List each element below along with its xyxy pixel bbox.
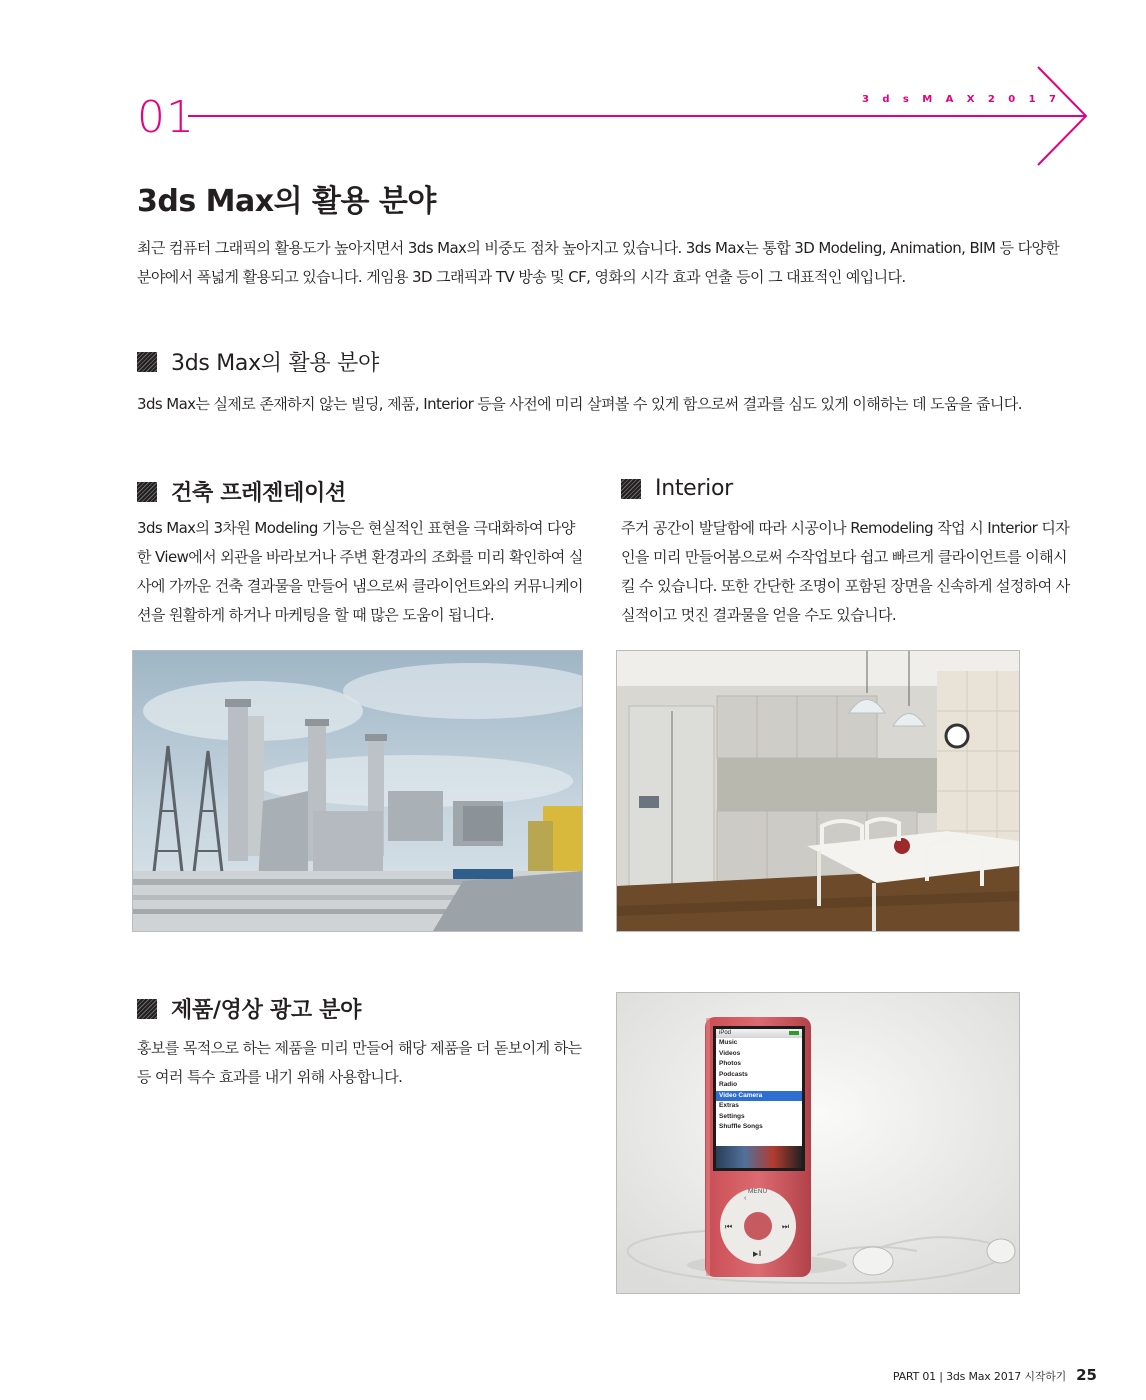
page-title: 3ds Max의 활용 분야	[137, 184, 436, 219]
section-product-body: 홍보를 목적으로 하는 제품을 미리 만들어 해당 제품을 더 돋보이게 하는 등 여러 특수 효과를 내기 위해 사용합니다.	[137, 1039, 582, 1086]
ipod-menu-item: Radio	[719, 1081, 738, 1088]
section-square-icon	[137, 352, 157, 372]
ipod-screen	[716, 1029, 802, 1168]
footer-text: PART 01 | 3ds Max 2017 시작하기	[892, 1370, 1067, 1383]
section-square-icon	[621, 479, 641, 499]
ipod-menu-item: Shuffle Songs	[719, 1123, 763, 1130]
ipod-menu-item: Photos	[719, 1060, 742, 1067]
ipod-video-thumbnails	[716, 1146, 802, 1168]
section-arch-body: 3ds Max의 3차원 Modeling 기능은 현실적인 표현을 극대화하여 다양한 View에서 외관을 바라보거나 주변 환경과의 조화를 미리 확인하여 실사에 가까운 건축 결과물을 만들어 냄으로써 클라이언트와의 커뮤니케이션을 원활하게 하거나 마케팅을 할 때 많은 도움이 됩니다.	[137, 519, 583, 624]
section-arch-title: 건축 프레젠테이션	[171, 481, 346, 506]
ipod-menu-item: Video Camera	[716, 1091, 802, 1102]
section-main-body: 3ds Max는 실제로 존재하지 않는 빌딩, 제품, Interior 등을 사전에 미리 살펴볼 수 있게 함으로써 결과를 심도 있게 이해하는 데 도움을 줍니다.	[137, 395, 1022, 413]
section-interior-title: Interior	[655, 476, 733, 501]
battery-icon	[789, 1031, 799, 1035]
header-arrow-line	[180, 64, 1090, 174]
section-main-heading	[137, 346, 379, 377]
section-square-icon	[137, 482, 157, 502]
ipod-menu	[716, 1038, 802, 1133]
section-square-icon	[137, 999, 157, 1019]
svg-text:‹: ‹	[744, 1195, 747, 1202]
kitchen-interior-render-image	[616, 650, 1020, 932]
section-interior-heading	[621, 476, 733, 501]
page-footer	[893, 1366, 1097, 1384]
power-plant-render-image	[132, 650, 583, 932]
ipod-menu-label: MENU	[748, 1188, 768, 1195]
running-title: 3dsMAX2017	[862, 94, 1070, 105]
section-arch-heading	[137, 476, 346, 507]
svg-text:▶‖: ▶‖	[753, 1251, 762, 1258]
section-product-heading	[137, 993, 361, 1024]
svg-text:⏭: ⏭	[782, 1222, 790, 1231]
ipod-menu-item: Settings	[719, 1112, 745, 1120]
ipod-menu-item: Podcasts	[719, 1070, 748, 1078]
page-number: 25	[1076, 1366, 1097, 1384]
section-interior-body: 주거 공간이 발달함에 따라 시공이나 Remodeling 작업 시 Interior 디자인을 미리 만들어봄으로써 수작업보다 쉽고 빠르게 클라이언트를 이해시킬 수 있습니다. 또한 간단한 조명이 포함된 장면을 신속하게 설정하여 사실적이고 멋진 결과물을 얻을 수도 있습니다.	[621, 519, 1070, 624]
ipod-menu-item: Music	[719, 1039, 738, 1046]
ipod-menu-item: Videos	[719, 1049, 741, 1057]
section-product-title: 제품/영상 광고 분야	[171, 998, 362, 1023]
ipod-product-render-image	[616, 992, 1020, 1294]
ipod-screen-header: iPod	[719, 1030, 732, 1036]
ipod-menu-item: Extras	[719, 1102, 739, 1109]
intro-paragraph: 최근 컴퓨터 그래픽의 활용도가 높아지면서 3ds Max의 비중도 점차 높아지고 있습니다. 3ds Max는 통합 3D Modeling, Animation, BIM 등 다양한 분야에서 폭넓게 활용되고 있습니다. 게임용 3D 그래픽과 TV 방송 및 CF, 영화의 시각 효과 연출 등이 그 대표적인 예입니다.	[137, 239, 1060, 286]
chapter-number: 01	[137, 92, 195, 143]
section-main-title: 3ds Max의 활용 분야	[171, 351, 379, 376]
svg-text:⏮: ⏮	[725, 1222, 733, 1231]
